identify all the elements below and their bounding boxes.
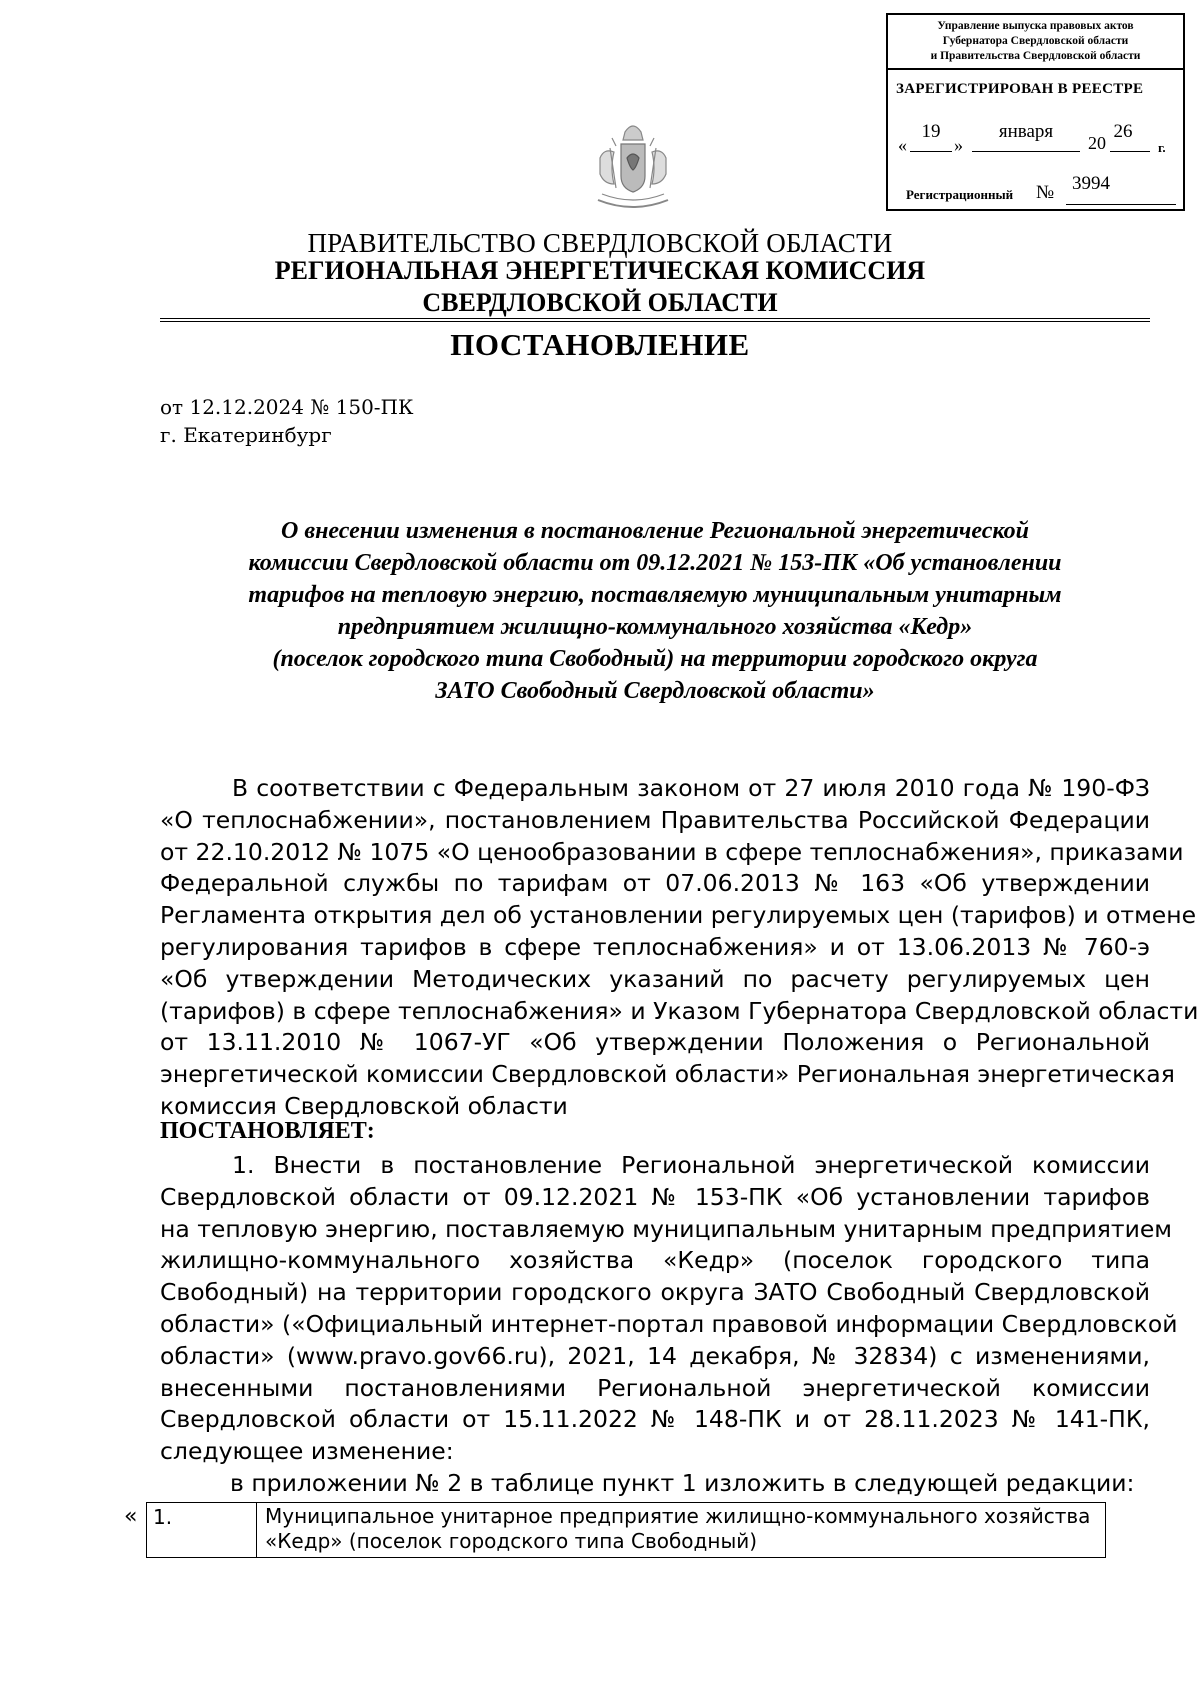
title-line: тарифов на тепловую энергию, поставляемую муниципальным унитарным xyxy=(248,582,1062,608)
item-1-paragraph xyxy=(160,1150,1178,1468)
table-cell-number: 1. xyxy=(147,1503,257,1557)
title-line: О внесении изменения в постановление Региональной энергетической xyxy=(281,518,1029,544)
registration-stamp xyxy=(886,13,1185,211)
title-line: предприятием жилищно-коммунального хозяйства «Кедр» xyxy=(337,614,973,640)
preamble-line: от 22.10.2012 № 1075 «О ценообразовании в сфере теплоснабжения», приказами xyxy=(160,837,1184,866)
title-line: комиссии Свердловской области от 09.12.2021 № 153-ПК «Об установлении xyxy=(248,550,1062,576)
item-1-line: внесенными постановлениями Региональной энергетической комиссии xyxy=(160,1373,1150,1402)
document-title xyxy=(160,515,1150,707)
stamp-org-line: Губернатора Свердловской области xyxy=(942,35,1129,47)
preamble-line: от 13.11.2010 № 1067-УГ «Об утверждении Положения о Региональной xyxy=(160,1028,1150,1057)
stamp-registered-label: ЗАРЕГИСТРИРОВАН В РЕЕСТРЕ xyxy=(896,81,1144,97)
document-city: г. Екатеринбург xyxy=(160,423,332,447)
preamble-line: регулирования тарифов в сфере теплоснабжения» и от 13.06.2013 № 760-э xyxy=(160,932,1150,961)
preamble-line: (тарифов) в сфере теплоснабжения» и Указом Губернатора Свердловской области xyxy=(160,996,1199,1025)
item-1-line: Свердловской области от 09.12.2021 № 153-ПК «Об установлении тарифов xyxy=(160,1182,1150,1211)
government-name: ПРАВИТЕЛЬСТВО СВЕРДЛОВСКОЙ ОБЛАСТИ xyxy=(307,228,893,258)
commission-name-line1: РЕГИОНАЛЬНАЯ ЭНЕРГЕТИЧЕСКАЯ КОМИССИЯ xyxy=(274,256,926,285)
table-cell-organization xyxy=(257,1503,1105,1557)
item-1-line: следующее изменение: xyxy=(160,1437,454,1466)
stamp-day-line xyxy=(910,151,952,152)
stamp-divider xyxy=(888,68,1183,70)
stamp-reg-label: Регистрационный xyxy=(906,187,1014,202)
document-type: ПОСТАНОВЛЕНИЕ xyxy=(450,327,750,362)
preamble-line: Федеральной службы по тарифам от 07.06.2013 № 163 «Об утверждении xyxy=(160,869,1150,898)
item-1-line: области» («Официальный интернет-портал правовой информации Свердловской xyxy=(160,1309,1178,1338)
preamble-paragraph xyxy=(160,773,1199,1123)
stamp-quote-close: » xyxy=(954,135,963,155)
annex-instruction: в приложении № 2 в таблице пункт 1 изложить в следующей редакции: xyxy=(230,1469,1135,1497)
title-line: (поселок городского типа Свободный) на территории городского округа xyxy=(272,646,1038,672)
stamp-no-sign: № xyxy=(1036,182,1055,203)
stamp-org-line: Управление выпуска правовых актов xyxy=(937,20,1134,32)
stamp-number: 3994 xyxy=(1072,173,1110,194)
coat-of-arms-icon xyxy=(590,118,676,218)
stamp-year-suffix: 26 xyxy=(1113,121,1133,142)
title-line: ЗАТО Свободный Свердловской области» xyxy=(435,678,875,704)
item-1-line: Свободный) на территории городского округа ЗАТО Свободный Свердловской xyxy=(160,1278,1150,1307)
stamp-registration-number xyxy=(906,167,1179,207)
table-cell-line: «Кедр» (поселок городского типа Свободный) xyxy=(265,1529,758,1553)
stamp-org-line: и Правительства Свердловской области xyxy=(930,50,1141,62)
document-date-number: от 12.12.2024 № 150-ПК xyxy=(160,395,414,419)
stamp-day: 19 xyxy=(921,121,941,142)
item-1-line: жилищно-коммунального хозяйства «Кедр» (поселок городского типа xyxy=(160,1246,1150,1275)
item-1-line: на тепловую энергию, поставляемую муниципальным унитарным предприятием xyxy=(160,1214,1173,1243)
preamble-line: Регламента открытия дел об установлении регулируемых цен (тарифов) и отмене xyxy=(160,901,1197,930)
stamp-year-prefix: 20 xyxy=(1088,133,1106,153)
stamp-month: января xyxy=(998,121,1054,142)
stamp-quote-open: « xyxy=(898,135,907,155)
preamble-line: В соответствии с Федеральным законом от 27 июля 2010 года № 190-ФЗ xyxy=(232,774,1150,802)
tariff-table xyxy=(146,1502,1106,1558)
table-cell-line: Муниципальное унитарное предприятие жилищно-коммунального хозяйства xyxy=(265,1504,1091,1528)
item-1-line: 1. Внести в постановление Региональной энергетической комиссии xyxy=(232,1151,1150,1179)
item-1-line: области» (www.pravo.gov66.ru), 2021, 14 декабря, № 32834) с изменениями, xyxy=(160,1341,1150,1370)
stamp-organization xyxy=(888,19,1183,69)
preamble-line: «Об утверждении Методических указаний по расчету регулируемых цен xyxy=(160,964,1150,993)
stamp-month-line xyxy=(972,151,1080,152)
stamp-year-line xyxy=(1110,151,1150,152)
header-divider xyxy=(160,318,1150,319)
preamble-line: «О теплоснабжении», постановлением Правительства Российской Федерации xyxy=(160,805,1150,834)
item-1-line: Свердловской области от 15.11.2022 № 148-ПК и от 28.11.2023 № 141-ПК, xyxy=(160,1405,1150,1434)
preamble-line: комиссия Свердловской области xyxy=(160,1091,568,1120)
stamp-number-line xyxy=(1066,204,1176,205)
stamp-year-mark: г. xyxy=(1158,140,1166,155)
stamp-date xyxy=(896,121,1179,157)
table-open-quote: « xyxy=(124,1504,138,1529)
decree-word: ПОСТАНОВЛЯЕТ: xyxy=(160,1118,375,1144)
commission-name-line2: СВЕРДЛОВСКОЙ ОБЛАСТИ xyxy=(422,288,778,317)
header-divider-second xyxy=(160,321,1150,322)
preamble-line: энергетической комиссии Свердловской области» Региональная энергетическая xyxy=(160,1060,1175,1089)
